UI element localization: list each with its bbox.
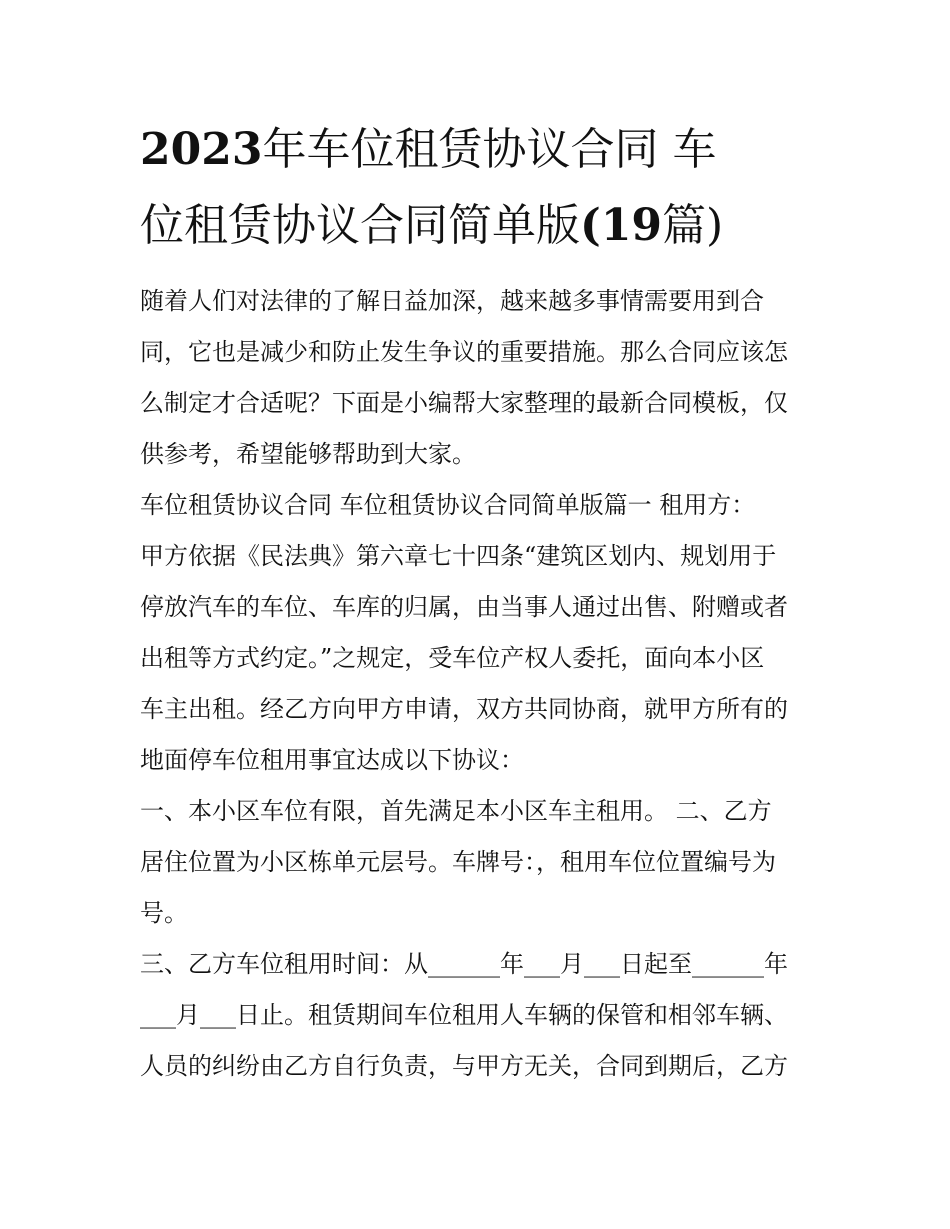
section-heading-paragraph: 车位租赁协议合同 车位租赁协议合同简单版篇一 租用方： xyxy=(140,491,756,519)
clause-three-paragraph: 三、乙方车位租用时间：从______年___月___日起至______年 ___月___日止。租赁期间车位租用人车辆的保管和相邻车辆、 人员的纠纷由乙方自行负责，与甲方无关，合同到期后，乙方 xyxy=(140,950,788,1080)
title-year: 2023 xyxy=(140,124,263,175)
title-line-1: 2023年车位租赁协议合同 车 xyxy=(140,124,717,175)
document-title xyxy=(140,112,820,264)
title-line-2: 位租赁协议合同简单版(19篇) xyxy=(140,200,724,251)
intro-paragraph: 随着人们对法律的了解日益加深，越来越多事情需要用到合 同，它也是减少和防止发生争议的重要措施。那么合同应该怎 么制定才合适呢？下面是小编帮大家整理的最新合同模板，仅 供参考，希望能够帮助到大家。 xyxy=(140,287,788,468)
title-count: (19 xyxy=(580,200,663,251)
legal-basis-paragraph: 甲方依据《民法典》第六章七十四条“建筑区划内、规划用于 停放汽车的车位、车库的归属，由当事人通过出售、附赠或者 出租等方式约定。”之规定，受车位产权人委托，面向本小区 车主出租。经乙方向甲方申请，双方共同协商，就甲方所有的 地面停车位租用事宜达成以下协议： xyxy=(140,542,788,774)
document-content xyxy=(140,112,820,1092)
clause-one-two-paragraph: 一、本小区车位有限，首先满足本小区车主租用。 二、乙方 居住位置为小区栋单元层号。车牌号：，租用车位位置编号为 号。 xyxy=(140,797,776,927)
